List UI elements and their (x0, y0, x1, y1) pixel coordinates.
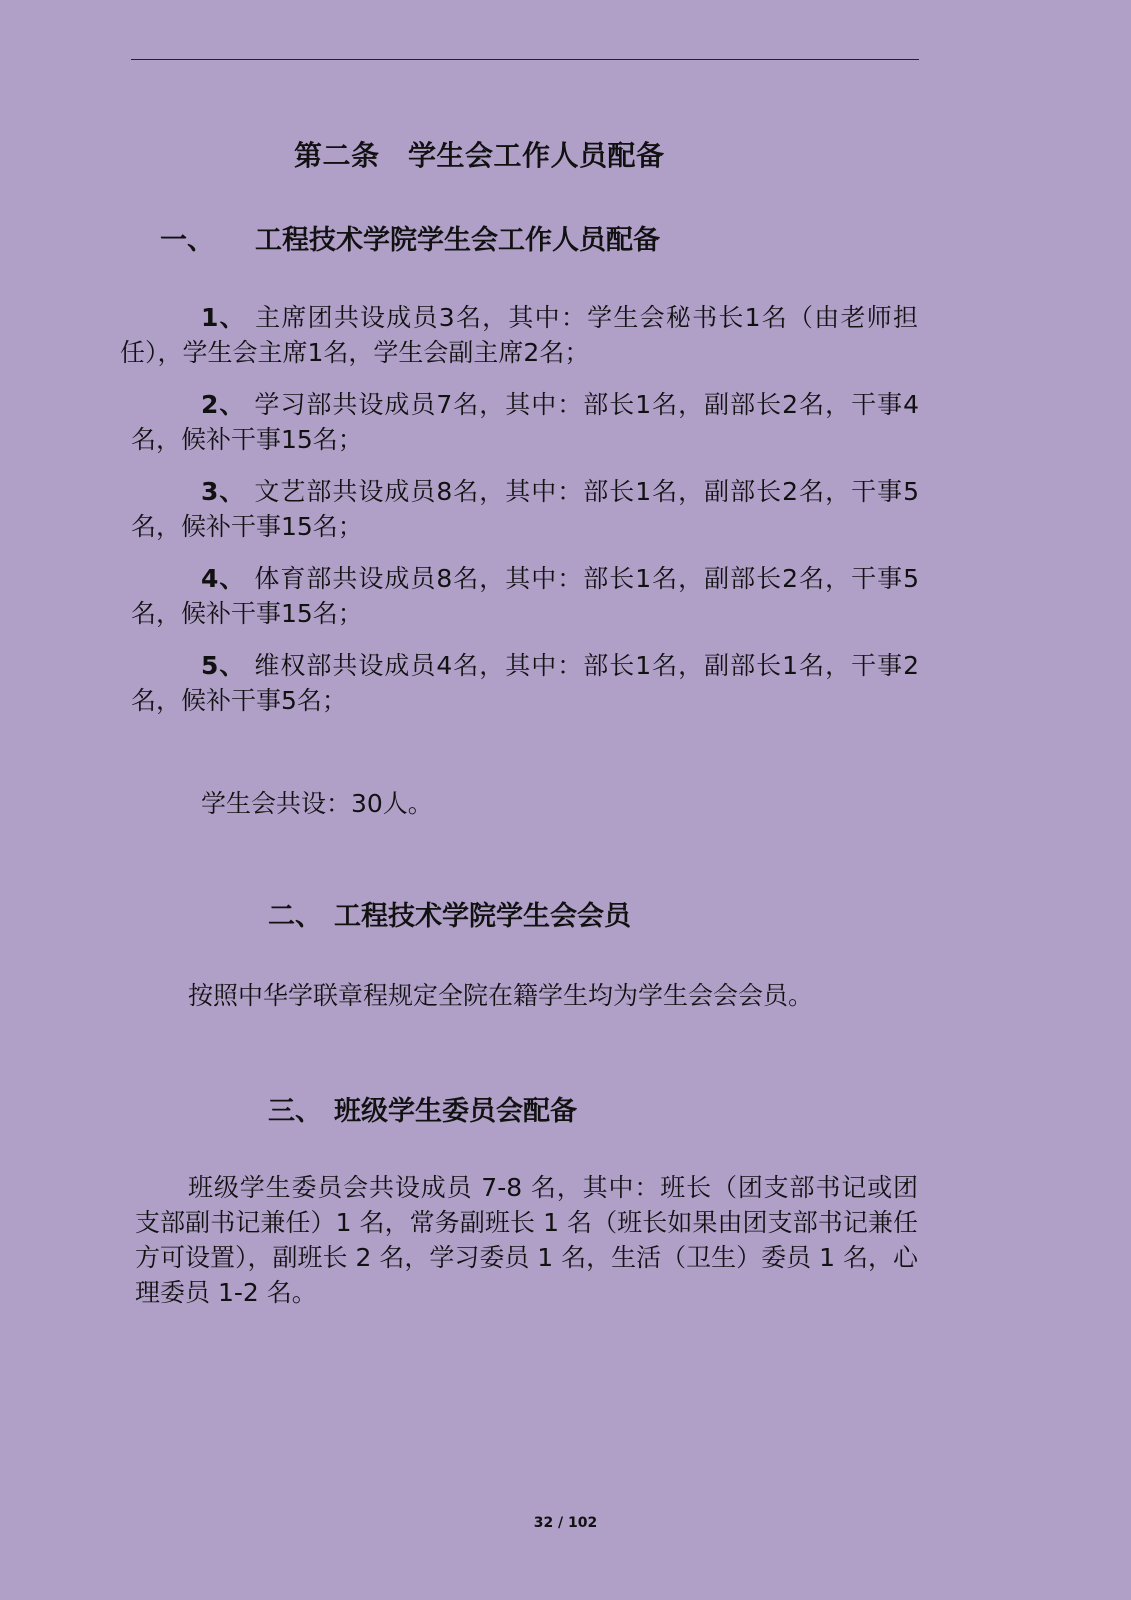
item-number: 1、 (201, 303, 246, 332)
item-number: 3、 (201, 477, 246, 506)
list-item (131, 561, 919, 631)
item-text: 维权部共设成员4名，其中：部长1名，副部长1名，干事2名，候补干事5名； (131, 651, 919, 715)
members-paragraph: 按照中华学联章程规定全院在籍学生均为学生会会会员。 (188, 981, 814, 1010)
header-rule (131, 59, 919, 60)
item-text: 文艺部共设成员8名，其中：部长1名，副部长2名，干事5名，候补干事15名； (131, 477, 919, 541)
section-heading-1 (160, 218, 660, 257)
list-item (120, 300, 918, 370)
list-item (131, 387, 919, 457)
section-title: 工程技术学院学生会会员 (334, 901, 631, 932)
class-committee-paragraph: 班级学生委员会共设成员 7-8 名，其中：班长（团支部书记或团支部副书记兼任）1 名，常务副班长 1 名（班长如果由团支部书记兼任方可设置），副班长 2 名，学习委员 1 名，生活（卫生）委员 1 名，心理委员 1-2 名。 (135, 1173, 918, 1307)
item-number: 4、 (201, 564, 246, 593)
list-item (131, 648, 919, 718)
section-title: 班级学生委员会配备 (334, 1096, 577, 1127)
section-number: 一、 (160, 225, 214, 256)
item-number: 5、 (201, 651, 246, 680)
section-heading-3 (268, 1089, 577, 1128)
item-text: 主席团共设成员3名，其中：学生会秘书长1名（由老师担任），学生会主席1名，学生会副主席2名； (120, 303, 918, 367)
item-number: 2、 (201, 390, 246, 419)
item-text: 体育部共设成员8名，其中：部长1名，副部长2名，干事5名，候补干事15名； (131, 564, 919, 628)
total-paragraph: 学生会共设：30人。 (201, 789, 433, 818)
item-text: 学习部共设成员7名，其中：部长1名，副部长2名，干事4名，候补干事15名； (131, 390, 919, 454)
section-title: 工程技术学院学生会工作人员配备 (255, 225, 660, 256)
article-title: 第二条 学生会工作人员配备 (294, 139, 665, 172)
section-number: 二、 (268, 901, 322, 932)
page-number: 32 / 102 (533, 1515, 598, 1531)
section-number: 三、 (268, 1096, 322, 1127)
list-item (131, 474, 919, 544)
section-heading-2 (268, 894, 631, 933)
